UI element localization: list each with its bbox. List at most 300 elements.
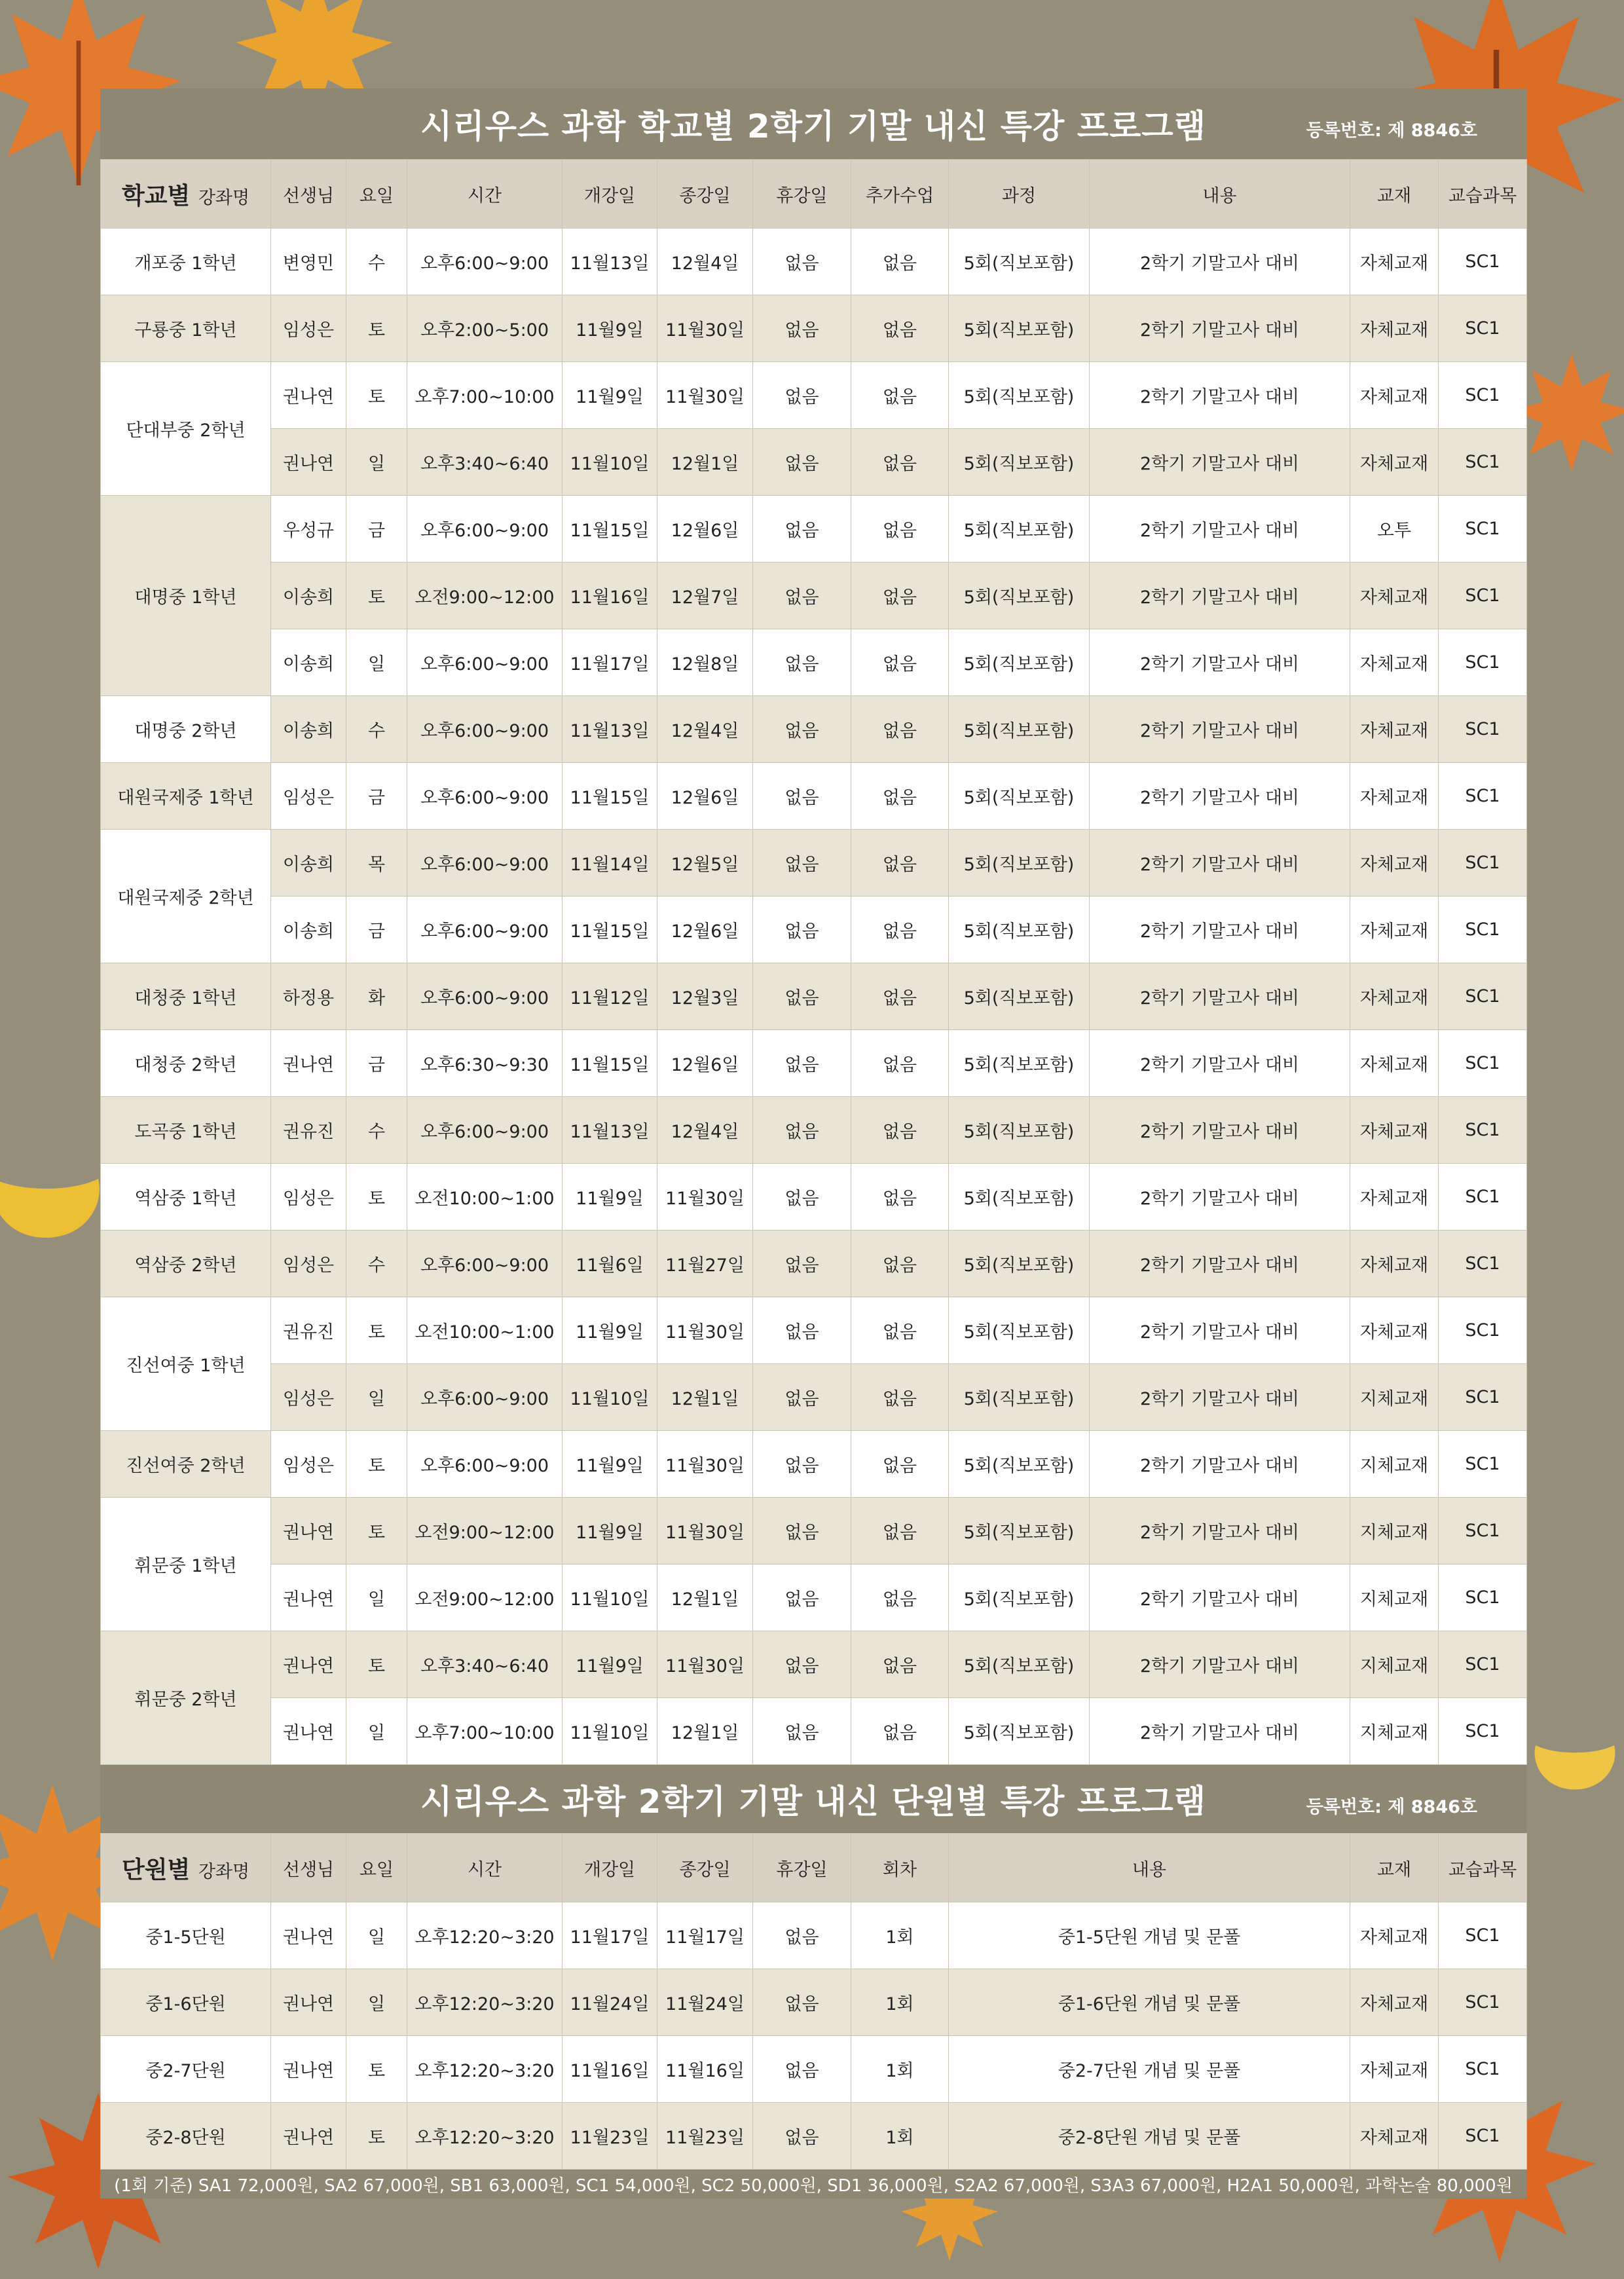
start-date-cell: 11월17일 — [563, 1902, 657, 1969]
teacher-cell: 하정용 — [271, 963, 346, 1030]
header-unit-name: 단원별 강좌명 — [101, 1834, 271, 1902]
teacher-cell: 임성은 — [271, 1364, 346, 1431]
school-table-header — [101, 160, 1527, 229]
day-cell: 토 — [346, 2036, 407, 2103]
course-name-cell: 대원국제중 1학년 — [101, 763, 271, 830]
schedule-sheet — [100, 88, 1526, 2198]
course-cell: 5회(직보포함) — [949, 1631, 1090, 1698]
subject-cell: SC1 — [1439, 1030, 1527, 1097]
unit-schedule-table — [100, 1833, 1527, 2170]
content-cell: 2학기 기말고사 대비 — [1090, 1698, 1350, 1765]
subject-cell: SC1 — [1439, 1631, 1527, 1698]
course-cell: 5회(직보포함) — [949, 696, 1090, 763]
course-cell: 5회(직보포함) — [949, 1231, 1090, 1297]
content-cell: 2학기 기말고사 대비 — [1090, 1631, 1350, 1698]
header-teacher: 선생님 — [271, 1834, 346, 1902]
time-cell: 오후12:20~3:20 — [407, 2036, 563, 2103]
teacher-cell: 임성은 — [271, 1164, 346, 1231]
end-date-cell: 11월30일 — [657, 295, 753, 362]
subject-cell: SC1 — [1439, 229, 1527, 295]
time-cell: 오후7:00~10:00 — [407, 362, 563, 429]
table-row — [101, 229, 1527, 295]
header-start-date: 개강일 — [563, 160, 657, 229]
day-cell: 수 — [346, 696, 407, 763]
off-day-cell: 없음 — [753, 1969, 851, 2036]
table-row — [101, 2103, 1527, 2170]
course-cell: 5회(직보포함) — [949, 763, 1090, 830]
off-day-cell: 없음 — [753, 963, 851, 1030]
off-day-cell: 없음 — [753, 1297, 851, 1364]
time-cell: 오전9:00~12:00 — [407, 563, 563, 629]
time-cell: 오후6:00~9:00 — [407, 229, 563, 295]
start-date-cell: 11월13일 — [563, 696, 657, 763]
day-cell: 금 — [346, 1030, 407, 1097]
time-cell: 오전10:00~1:00 — [407, 1164, 563, 1231]
unit-table-body — [101, 1902, 1527, 2170]
teacher-cell: 권나연 — [271, 1498, 346, 1565]
table-row — [101, 1231, 1527, 1297]
time-cell: 오후7:00~10:00 — [407, 1698, 563, 1765]
table-row — [101, 429, 1527, 496]
start-date-cell: 11월6일 — [563, 1231, 657, 1297]
off-day-cell: 없음 — [753, 1631, 851, 1698]
header-time: 시간 — [407, 1834, 563, 1902]
day-cell: 일 — [346, 429, 407, 496]
table-row — [101, 1097, 1527, 1164]
header-subject: 교습과목 — [1439, 1834, 1527, 1902]
start-date-cell: 11월9일 — [563, 1164, 657, 1231]
textbook-cell: 자체교재 — [1350, 763, 1439, 830]
textbook-cell: 자체교재 — [1350, 1097, 1439, 1164]
header-textbook: 교재 — [1350, 160, 1439, 229]
textbook-cell: 자체교재 — [1350, 362, 1439, 429]
extra-class-cell: 없음 — [851, 1631, 949, 1698]
course-cell: 5회(직보포함) — [949, 1097, 1090, 1164]
end-date-cell: 12월1일 — [657, 429, 753, 496]
subject-cell: SC1 — [1439, 1297, 1527, 1364]
start-date-cell: 11월13일 — [563, 229, 657, 295]
extra-class-cell: 없음 — [851, 830, 949, 897]
day-cell: 금 — [346, 897, 407, 963]
end-date-cell: 11월30일 — [657, 362, 753, 429]
start-date-cell: 11월9일 — [563, 1297, 657, 1364]
end-date-cell: 12월4일 — [657, 1097, 753, 1164]
course-cell: 5회(직보포함) — [949, 1698, 1090, 1765]
table-row — [101, 1431, 1527, 1498]
header-content: 내용 — [1090, 160, 1350, 229]
end-date-cell: 12월6일 — [657, 496, 753, 563]
day-cell: 토 — [346, 1164, 407, 1231]
subject-cell: SC1 — [1439, 2036, 1527, 2103]
day-cell: 금 — [346, 496, 407, 563]
course-name-cell: 대청중 1학년 — [101, 963, 271, 1030]
table-row — [101, 1297, 1527, 1364]
extra-class-cell: 없음 — [851, 563, 949, 629]
time-cell: 오후6:00~9:00 — [407, 763, 563, 830]
time-cell: 오후6:00~9:00 — [407, 897, 563, 963]
course-cell: 5회(직보포함) — [949, 830, 1090, 897]
ginkgo-leaf-icon — [0, 1166, 111, 1297]
table-row — [101, 1164, 1527, 1231]
course-name-cell: 대명중 1학년 — [101, 496, 271, 696]
course-cell: 5회(직보포함) — [949, 563, 1090, 629]
start-date-cell: 11월14일 — [563, 830, 657, 897]
course-cell: 5회(직보포함) — [949, 1030, 1090, 1097]
time-cell: 오후6:00~9:00 — [407, 1364, 563, 1431]
off-day-cell: 없음 — [753, 1431, 851, 1498]
content-cell: 중1-6단원 개념 및 문풀 — [949, 1969, 1350, 2036]
start-date-cell: 11월12일 — [563, 963, 657, 1030]
day-cell: 토 — [346, 1431, 407, 1498]
unit-name-cell: 중2-7단원 — [101, 2036, 271, 2103]
header-time: 시간 — [407, 160, 563, 229]
header-off-day: 휴강일 — [753, 160, 851, 229]
day-cell: 금 — [346, 763, 407, 830]
textbook-cell: 자체교재 — [1350, 1969, 1439, 2036]
day-cell: 수 — [346, 1097, 407, 1164]
subject-cell: SC1 — [1439, 1969, 1527, 2036]
subject-cell: SC1 — [1439, 1565, 1527, 1631]
time-cell: 오후6:00~9:00 — [407, 696, 563, 763]
subject-cell: SC1 — [1439, 496, 1527, 563]
off-day-cell: 없음 — [753, 696, 851, 763]
subject-cell: SC1 — [1439, 1431, 1527, 1498]
header-teacher: 선생님 — [271, 160, 346, 229]
subject-cell: SC1 — [1439, 2103, 1527, 2170]
table-row — [101, 897, 1527, 963]
subject-cell: SC1 — [1439, 563, 1527, 629]
unit-name-cell: 중1-6단원 — [101, 1969, 271, 2036]
end-date-cell: 12월4일 — [657, 229, 753, 295]
content-cell: 2학기 기말고사 대비 — [1090, 229, 1350, 295]
header-textbook: 교재 — [1350, 1834, 1439, 1902]
time-cell: 오후6:00~9:00 — [407, 629, 563, 696]
extra-class-cell: 없음 — [851, 1364, 949, 1431]
extra-class-cell: 없음 — [851, 1498, 949, 1565]
end-date-cell: 12월6일 — [657, 897, 753, 963]
textbook-cell: 자체교재 — [1350, 2036, 1439, 2103]
subject-cell: SC1 — [1439, 1164, 1527, 1231]
off-day-cell: 없음 — [753, 295, 851, 362]
day-cell: 토 — [346, 1631, 407, 1698]
time-cell: 오후6:00~9:00 — [407, 1231, 563, 1297]
end-date-cell: 11월27일 — [657, 1231, 753, 1297]
off-day-cell: 없음 — [753, 629, 851, 696]
textbook-cell: 자체교재 — [1350, 295, 1439, 362]
header-subject: 교습과목 — [1439, 160, 1527, 229]
day-cell: 토 — [346, 1498, 407, 1565]
end-date-cell: 11월30일 — [657, 1631, 753, 1698]
time-cell: 오후6:00~9:00 — [407, 830, 563, 897]
start-date-cell: 11월10일 — [563, 1565, 657, 1631]
course-name-cell: 도곡중 1학년 — [101, 1097, 271, 1164]
teacher-cell: 변영민 — [271, 229, 346, 295]
teacher-cell: 권나연 — [271, 1698, 346, 1765]
extra-class-cell: 없음 — [851, 1097, 949, 1164]
off-day-cell: 없음 — [753, 1902, 851, 1969]
textbook-cell: 지체교재 — [1350, 1431, 1439, 1498]
textbook-cell: 지체교재 — [1350, 1565, 1439, 1631]
session-count-cell: 1회 — [851, 1969, 949, 2036]
textbook-cell: 자체교재 — [1350, 830, 1439, 897]
school-schedule-table — [100, 159, 1527, 1765]
off-day-cell: 없음 — [753, 830, 851, 897]
school-table-body — [101, 229, 1527, 1765]
teacher-cell: 우성규 — [271, 496, 346, 563]
header-course: 과정 — [949, 160, 1090, 229]
extra-class-cell: 없음 — [851, 897, 949, 963]
start-date-cell: 11월24일 — [563, 1969, 657, 2036]
teacher-cell: 권나연 — [271, 1902, 346, 1969]
subject-cell: SC1 — [1439, 830, 1527, 897]
time-cell: 오후12:20~3:20 — [407, 1969, 563, 2036]
textbook-cell: 자체교재 — [1350, 429, 1439, 496]
start-date-cell: 11월9일 — [563, 362, 657, 429]
teacher-cell: 임성은 — [271, 1231, 346, 1297]
off-day-cell: 없음 — [753, 2036, 851, 2103]
start-date-cell: 11월10일 — [563, 1364, 657, 1431]
table-row — [101, 1498, 1527, 1565]
textbook-cell: 자체교재 — [1350, 1297, 1439, 1364]
course-cell: 5회(직보포함) — [949, 1565, 1090, 1631]
teacher-cell: 권유진 — [271, 1297, 346, 1364]
time-cell: 오전9:00~12:00 — [407, 1498, 563, 1565]
start-date-cell: 11월9일 — [563, 295, 657, 362]
day-cell: 수 — [346, 1231, 407, 1297]
subject-cell: SC1 — [1439, 295, 1527, 362]
time-cell: 오후6:00~9:00 — [407, 1097, 563, 1164]
end-date-cell: 11월17일 — [657, 1902, 753, 1969]
session-count-cell: 1회 — [851, 1902, 949, 1969]
teacher-cell: 이송희 — [271, 696, 346, 763]
unit-name-cell: 중2-8단원 — [101, 2103, 271, 2170]
day-cell: 일 — [346, 1698, 407, 1765]
content-cell: 2학기 기말고사 대비 — [1090, 295, 1350, 362]
teacher-cell: 권나연 — [271, 1969, 346, 2036]
off-day-cell: 없음 — [753, 229, 851, 295]
extra-class-cell: 없음 — [851, 1231, 949, 1297]
course-name-cell: 역삼중 2학년 — [101, 1231, 271, 1297]
end-date-cell: 11월23일 — [657, 2103, 753, 2170]
content-cell: 2학기 기말고사 대비 — [1090, 1364, 1350, 1431]
start-date-cell: 11월10일 — [563, 429, 657, 496]
registration-number: 등록번호: 제 8846호 — [1306, 1797, 1477, 1817]
textbook-cell: 지체교재 — [1350, 1631, 1439, 1698]
table-row — [101, 1698, 1527, 1765]
extra-class-cell: 없음 — [851, 963, 949, 1030]
header-extra-class: 추가수업 — [851, 160, 949, 229]
off-day-cell: 없음 — [753, 1698, 851, 1765]
off-day-cell: 없음 — [753, 429, 851, 496]
teacher-cell: 이송희 — [271, 629, 346, 696]
content-cell: 2학기 기말고사 대비 — [1090, 830, 1350, 897]
day-cell: 토 — [346, 1297, 407, 1364]
start-date-cell: 11월15일 — [563, 1030, 657, 1097]
extra-class-cell: 없음 — [851, 362, 949, 429]
content-cell: 2학기 기말고사 대비 — [1090, 496, 1350, 563]
start-date-cell: 11월23일 — [563, 2103, 657, 2170]
header-start-date: 개강일 — [563, 1834, 657, 1902]
extra-class-cell: 없음 — [851, 629, 949, 696]
table-row — [101, 1030, 1527, 1097]
teacher-cell: 권나연 — [271, 2103, 346, 2170]
content-cell: 중2-8단원 개념 및 문풀 — [949, 2103, 1350, 2170]
end-date-cell: 12월1일 — [657, 1698, 753, 1765]
session-count-cell: 1회 — [851, 2103, 949, 2170]
teacher-cell: 권유진 — [271, 1097, 346, 1164]
table-row — [101, 2036, 1527, 2103]
subject-cell: SC1 — [1439, 1231, 1527, 1297]
teacher-cell: 권나연 — [271, 362, 346, 429]
time-cell: 오후6:00~9:00 — [407, 1431, 563, 1498]
textbook-cell: 자체교재 — [1350, 1231, 1439, 1297]
off-day-cell: 없음 — [753, 897, 851, 963]
subject-cell: SC1 — [1439, 429, 1527, 496]
course-name-cell: 역삼중 1학년 — [101, 1164, 271, 1231]
textbook-cell: 자체교재 — [1350, 1030, 1439, 1097]
extra-class-cell: 없음 — [851, 1164, 949, 1231]
table-row — [101, 1631, 1527, 1698]
subject-cell: SC1 — [1439, 963, 1527, 1030]
textbook-cell: 지체교재 — [1350, 1364, 1439, 1431]
teacher-cell: 권나연 — [271, 1565, 346, 1631]
course-name-cell: 개포중 1학년 — [101, 229, 271, 295]
start-date-cell: 11월16일 — [563, 2036, 657, 2103]
content-cell: 2학기 기말고사 대비 — [1090, 897, 1350, 963]
textbook-cell: 자체교재 — [1350, 1164, 1439, 1231]
header-content: 내용 — [949, 1834, 1350, 1902]
day-cell: 화 — [346, 963, 407, 1030]
ginkgo-leaf-icon — [1526, 1735, 1624, 1834]
time-cell: 오후3:40~6:40 — [407, 429, 563, 496]
teacher-cell: 권나연 — [271, 1030, 346, 1097]
course-cell: 5회(직보포함) — [949, 1431, 1090, 1498]
table-row — [101, 1969, 1527, 2036]
off-day-cell: 없음 — [753, 2103, 851, 2170]
end-date-cell: 11월30일 — [657, 1297, 753, 1364]
day-cell: 일 — [346, 1969, 407, 2036]
table-row — [101, 830, 1527, 897]
extra-class-cell: 없음 — [851, 1431, 949, 1498]
course-cell: 5회(직보포함) — [949, 1164, 1090, 1231]
day-cell: 일 — [346, 1364, 407, 1431]
textbook-cell: 자체교재 — [1350, 696, 1439, 763]
table-row — [101, 763, 1527, 830]
header-off-day: 휴강일 — [753, 1834, 851, 1902]
course-cell: 5회(직보포함) — [949, 295, 1090, 362]
time-cell: 오전10:00~1:00 — [407, 1297, 563, 1364]
content-cell: 2학기 기말고사 대비 — [1090, 963, 1350, 1030]
day-cell: 목 — [346, 830, 407, 897]
content-cell: 2학기 기말고사 대비 — [1090, 1498, 1350, 1565]
teacher-cell: 임성은 — [271, 763, 346, 830]
teacher-cell: 권나연 — [271, 1631, 346, 1698]
start-date-cell: 11월16일 — [563, 563, 657, 629]
day-cell: 토 — [346, 362, 407, 429]
course-cell: 5회(직보포함) — [949, 963, 1090, 1030]
time-cell: 오후3:40~6:40 — [407, 1631, 563, 1698]
extra-class-cell: 없음 — [851, 1297, 949, 1364]
off-day-cell: 없음 — [753, 1097, 851, 1164]
end-date-cell: 12월4일 — [657, 696, 753, 763]
time-cell: 오후12:20~3:20 — [407, 1902, 563, 1969]
start-date-cell: 11월9일 — [563, 1431, 657, 1498]
course-name-cell: 진선여중 1학년 — [101, 1297, 271, 1431]
extra-class-cell: 없음 — [851, 1698, 949, 1765]
extra-class-cell: 없음 — [851, 496, 949, 563]
end-date-cell: 11월16일 — [657, 2036, 753, 2103]
content-cell: 2학기 기말고사 대비 — [1090, 429, 1350, 496]
content-cell: 2학기 기말고사 대비 — [1090, 362, 1350, 429]
unit-name-cell: 중1-5단원 — [101, 1902, 271, 1969]
subject-cell: SC1 — [1439, 1698, 1527, 1765]
off-day-cell: 없음 — [753, 362, 851, 429]
table-row — [101, 629, 1527, 696]
registration-number: 등록번호: 제 8846호 — [1306, 120, 1477, 141]
subject-cell: SC1 — [1439, 362, 1527, 429]
course-cell: 5회(직보포함) — [949, 229, 1090, 295]
course-name-cell: 휘문중 2학년 — [101, 1631, 271, 1765]
school-section-title-bar — [100, 88, 1526, 159]
end-date-cell: 11월30일 — [657, 1498, 753, 1565]
textbook-cell: 지체교재 — [1350, 1698, 1439, 1765]
extra-class-cell: 없음 — [851, 429, 949, 496]
content-cell: 중2-7단원 개념 및 문풀 — [949, 2036, 1350, 2103]
teacher-cell: 권나연 — [271, 429, 346, 496]
teacher-cell: 이송희 — [271, 563, 346, 629]
unit-section-title: 시리우스 과학 2학기 기말 내신 단원별 특강 프로그램 — [420, 1783, 1206, 1821]
textbook-cell: 자체교재 — [1350, 629, 1439, 696]
off-day-cell: 없음 — [753, 496, 851, 563]
textbook-cell: 자체교재 — [1350, 229, 1439, 295]
textbook-cell: 자체교재 — [1350, 963, 1439, 1030]
time-cell: 오후6:30~9:30 — [407, 1030, 563, 1097]
subject-cell: SC1 — [1439, 1364, 1527, 1431]
table-row — [101, 1364, 1527, 1431]
time-cell: 오전9:00~12:00 — [407, 1565, 563, 1631]
extra-class-cell: 없음 — [851, 763, 949, 830]
start-date-cell: 11월15일 — [563, 897, 657, 963]
time-cell: 오후2:00~5:00 — [407, 295, 563, 362]
course-name-cell: 단대부중 2학년 — [101, 362, 271, 496]
off-day-cell: 없음 — [753, 563, 851, 629]
content-cell: 2학기 기말고사 대비 — [1090, 1097, 1350, 1164]
textbook-cell: 자체교재 — [1350, 2103, 1439, 2170]
day-cell: 토 — [346, 2103, 407, 2170]
unit-table-header — [101, 1834, 1527, 1902]
header-course-name: 학교별 강좌명 — [101, 160, 271, 229]
start-date-cell: 11월9일 — [563, 1498, 657, 1565]
off-day-cell: 없음 — [753, 1030, 851, 1097]
subject-cell: SC1 — [1439, 1902, 1527, 1969]
textbook-cell: 자체교재 — [1350, 1902, 1439, 1969]
price-note: (1회 기준) SA1 72,000원, SA2 67,000원, SB1 63,000원, SC1 54,000원, SC2 50,000원, SD1 36,000원, S2A2 67,000원, S3A3 67,000원, H2A1 50,000원, 과학논술 80,000원 — [100, 2170, 1526, 2198]
end-date-cell: 11월30일 — [657, 1431, 753, 1498]
day-cell: 토 — [346, 563, 407, 629]
textbook-cell: 오투 — [1350, 496, 1439, 563]
course-cell: 5회(직보포함) — [949, 496, 1090, 563]
textbook-cell: 자체교재 — [1350, 897, 1439, 963]
off-day-cell: 없음 — [753, 1498, 851, 1565]
time-cell: 오후12:20~3:20 — [407, 2103, 563, 2170]
table-row — [101, 362, 1527, 429]
textbook-cell: 지체교재 — [1350, 1498, 1439, 1565]
table-row — [101, 1902, 1527, 1969]
end-date-cell: 12월5일 — [657, 830, 753, 897]
off-day-cell: 없음 — [753, 763, 851, 830]
end-date-cell: 12월3일 — [657, 963, 753, 1030]
table-row — [101, 563, 1527, 629]
